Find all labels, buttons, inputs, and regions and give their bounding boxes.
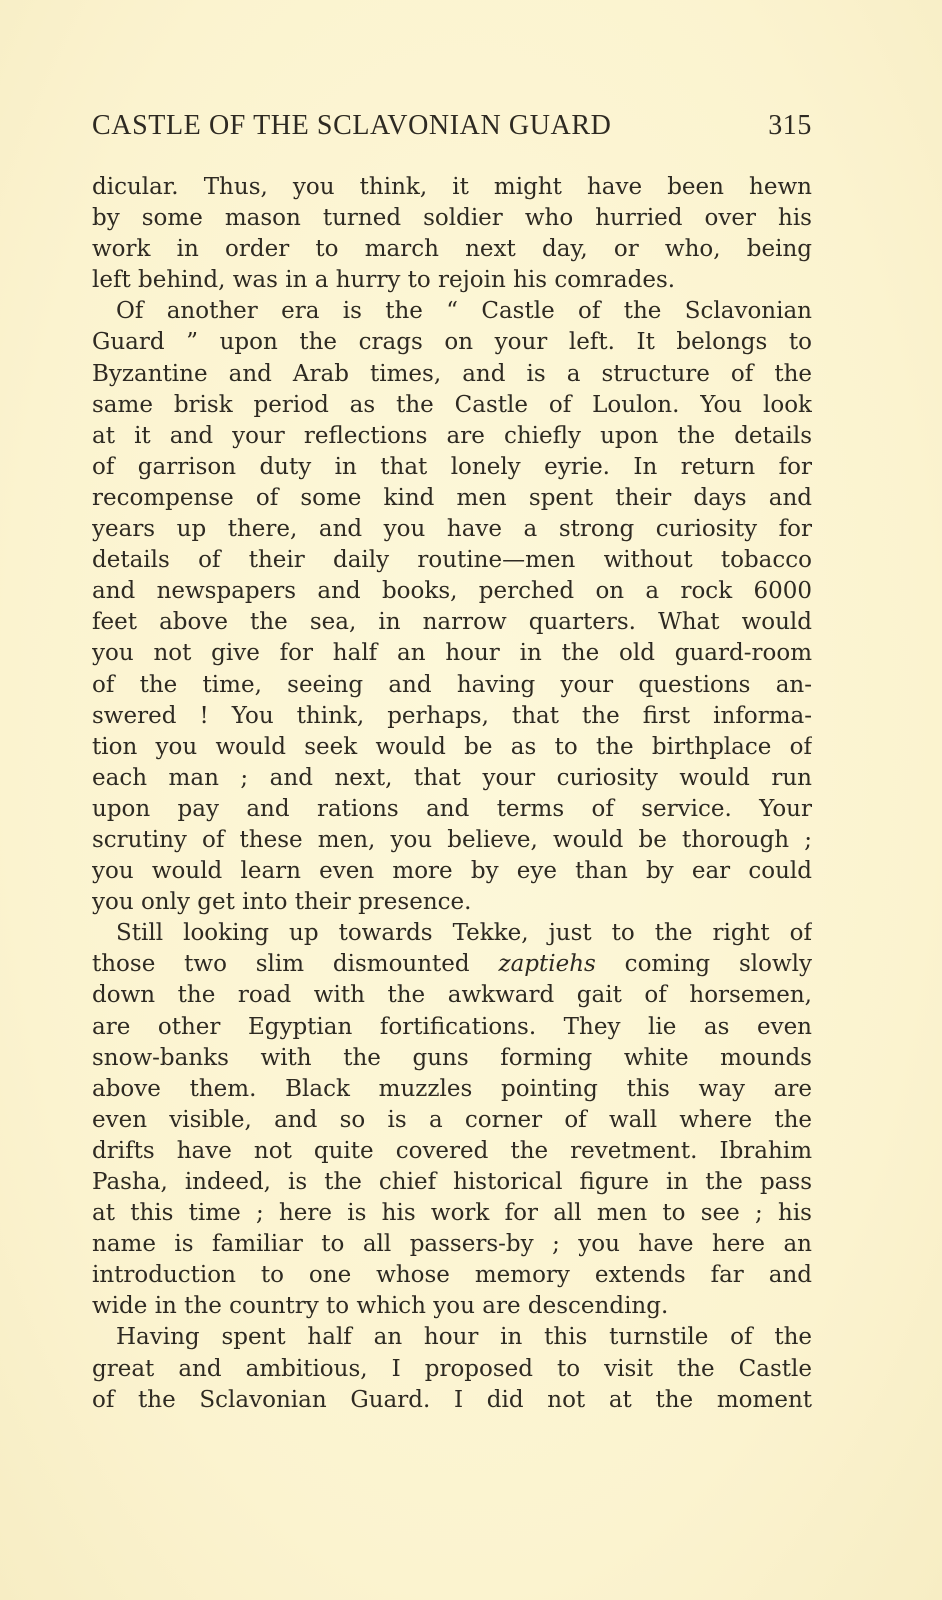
page-number: 315 (768, 110, 812, 141)
text-line: and newspapers and books, perched on a rock 6000 (92, 578, 812, 605)
text-line: each man ; and next, that your curiosity would run (92, 764, 812, 791)
text-line: feet above the sea, in narrow quarters. What would (92, 609, 812, 636)
text-line: introduction to one whose memory extends far and (92, 1262, 812, 1289)
text-line: are other Egyptian fortifications. They lie as even (92, 1013, 812, 1040)
text-line: of the Sclavonian Guard. I did not at the moment (92, 1386, 812, 1413)
paragraph (92, 918, 812, 1322)
text-line: you not give for half an hour in the old guard-room (92, 640, 812, 667)
text-line: tion you would seek would be as to the birthplace of (92, 733, 812, 760)
text-line: name is familiar to all passers-by ; you have here an (92, 1231, 812, 1258)
text-line (92, 949, 812, 980)
text-line: at this time ; here is his work for all men to see ; his (92, 1200, 812, 1227)
italic-term: zaptiehs (498, 951, 596, 978)
text-line: dicular. Thus, you think, it might have been hewn (92, 174, 812, 200)
text-run: those two slim dismounted (92, 951, 470, 978)
text-line: scrutiny of these men, you believe, would be thorough ; (92, 826, 812, 853)
text-line: Byzantine and Arab times, and is a structure of the (92, 360, 812, 387)
text-line: you only get into their presence. (92, 889, 472, 916)
text-line: Still looking up towards Tekke, just to the right of (116, 920, 812, 947)
text-line: above them. Black muzzles pointing this way are (92, 1075, 812, 1102)
text-line: swered ! You think, perhaps, that the first informa- (92, 702, 812, 729)
text-line: at it and your reflections are chiefly upon the details (92, 422, 812, 449)
text-line: wide in the country to which you are descending. (92, 1293, 669, 1320)
text-line: snow-banks with the guns forming white mounds (92, 1044, 812, 1071)
text-line: details of their daily routine—men without tobacco (92, 547, 812, 574)
body-text (92, 172, 812, 1416)
text-line: same brisk period as the Castle of Loulon. You look (92, 391, 812, 418)
running-head (92, 108, 812, 144)
text-line: you would learn even more by eye than by ear could (92, 858, 812, 885)
text-line: of garrison duty in that lonely eyrie. In return for (92, 453, 812, 480)
text-line: upon pay and rations and terms of service. Your (92, 795, 812, 822)
text-line: even visible, and so is a corner of wall where the (92, 1106, 812, 1133)
text-run: coming slowly (595, 951, 812, 978)
running-head-title: CASTLE OF THE SCLAVONIAN GUARD (92, 110, 612, 141)
text-line: Of another era is the “ Castle of the Sclavonian (116, 298, 812, 325)
text-line: work in order to march next day, or who, being (92, 236, 812, 263)
text-line: of the time, seeing and having your questions an- (92, 671, 812, 698)
text-line: Having spent half an hour in this turnstile of the (116, 1324, 812, 1351)
paragraph (92, 296, 812, 918)
text-line: Pasha, indeed, is the chief historical figure in the pass (92, 1169, 812, 1195)
text-line: recompense of some kind men spent their days and (92, 484, 812, 511)
text-line: great and ambitious, I proposed to visit the Castle (92, 1355, 812, 1382)
text-line: left behind, was in a hurry to rejoin his comrades. (92, 267, 676, 294)
paragraph (92, 1322, 812, 1415)
paragraph (92, 172, 812, 296)
text-line: drifts have not quite covered the revetment. Ibrahim (92, 1137, 812, 1164)
text-line: years up there, and you have a strong curiosity for (92, 516, 812, 543)
text-line: Guard ” upon the crags on your left. It belongs to (92, 329, 812, 356)
text-line: down the road with the awkward gait of horsemen, (92, 982, 812, 1009)
text-line: by some mason turned soldier who hurried over his (92, 205, 812, 232)
